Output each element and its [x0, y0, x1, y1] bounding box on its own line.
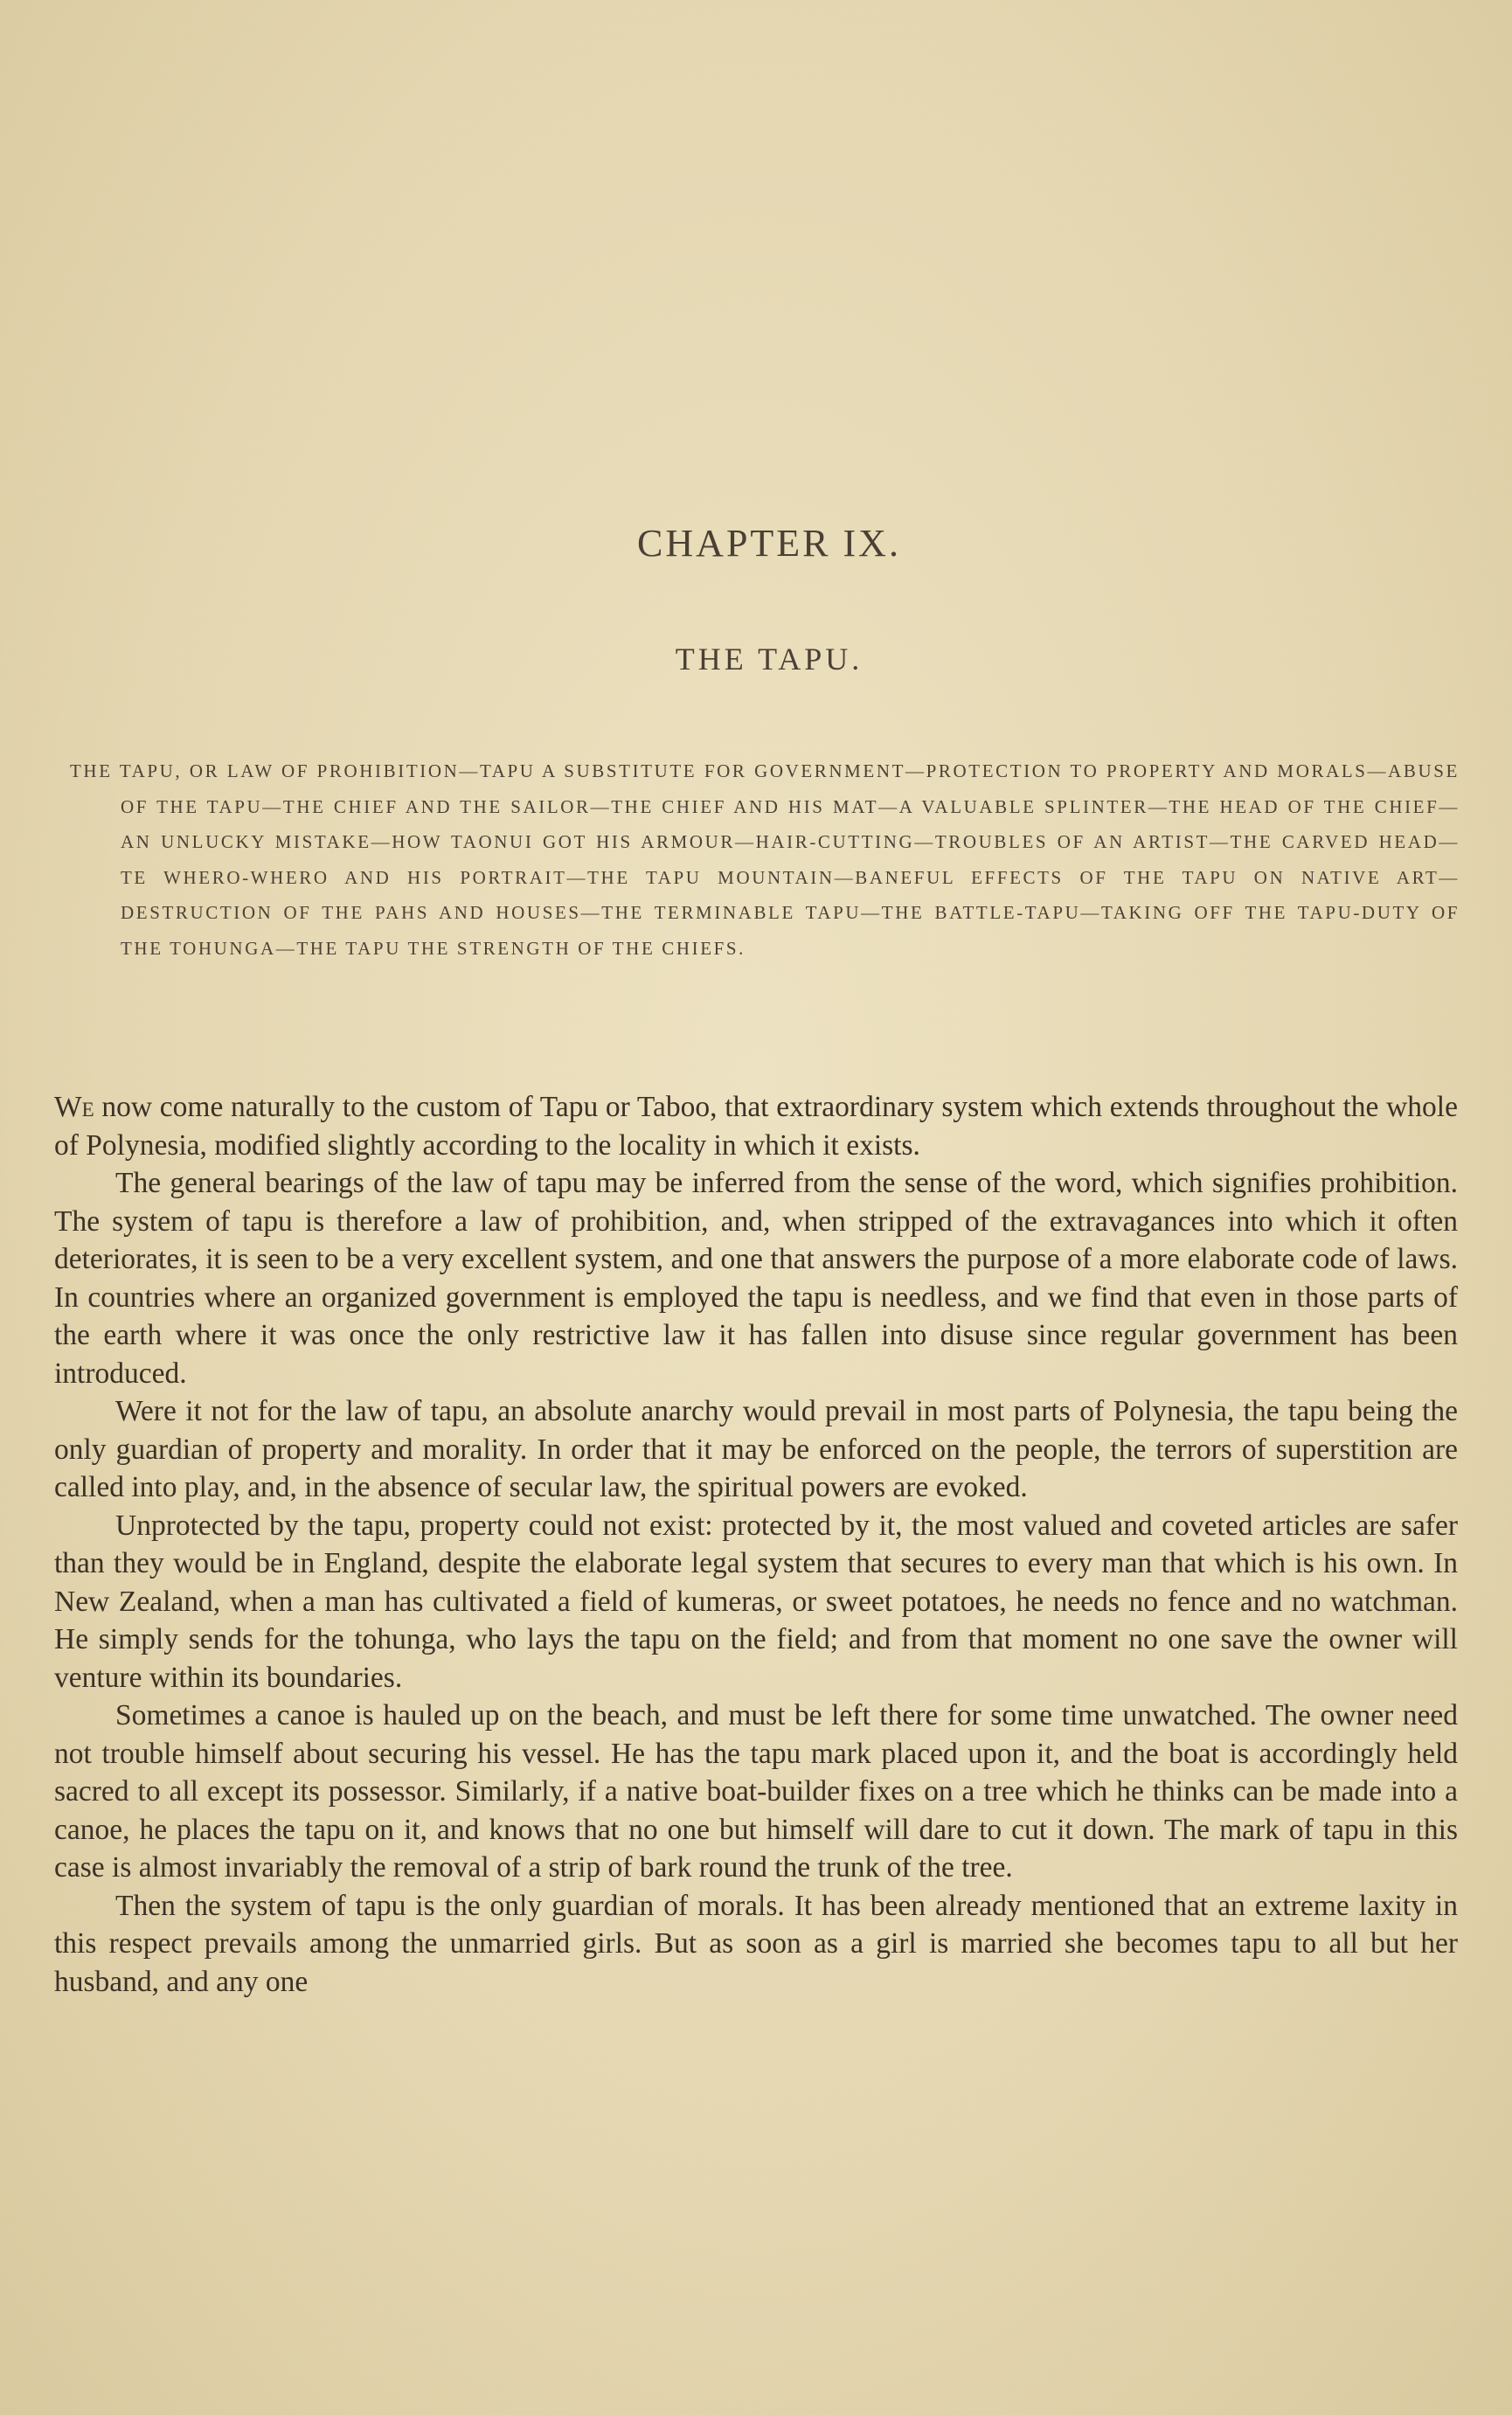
chapter-synopsis: [70, 753, 1460, 966]
paragraph-6: Then the system of tapu is the only guardian of morals. It has been already mentioned that an extreme laxity in this respect prevails among the unmarried girls. But as soon as a girl is married she becomes tapu to all but her husband, and any one: [54, 1889, 1458, 1998]
paragraph-5: Sometimes a canoe is hauled up on the beach, and must be left there for some time unwatched. The owner need not trouble himself about securing his vessel. He has the tapu mark placed upon it, and the boat is accordingly held sacred to all except its possessor. Similarly, if a native boat-builder fixes on a tree which he thinks can be made into a canoe, he places the tapu on it, and knows that no one but himself will dare to cut it down. The mark of tapu in this case is almost invariably the removal of a strip of bark round the trunk of the tree.: [54, 1699, 1458, 1884]
paragraph-1-text: now come naturally to the custom of Tapu or Taboo, that extraordinary system which extends throughout the whole of Polynesia, modified slightly according to the locality in which it exists.: [54, 1091, 1458, 1162]
synopsis-text: THE TAPU, OR LAW OF PROHIBITION—TAPU A SUBSTITUTE FOR GOVERNMENT—PROTECTION TO PROPERTY AND MORALS—ABUSE OF THE TAPU—THE CHIEF AND THE SAILOR—THE CHIEF AND HIS MAT—A VALUABLE SPLINTER—THE HEAD OF THE CHIEF—AN UNLUCKY MISTAKE—HOW TAONUI GOT HIS ARMOUR—HAIR-CUTTING—TROUBLES OF AN ARTIST—THE CARVED HEAD—TE WHERO-WHERO AND HIS PORTRAIT—THE TAPU MOUNTAIN—BANEFUL EFFECTS OF THE TAPU ON NATIVE ART—DESTRUCTION OF THE PAHS AND HOUSES—THE TERMINABLE TAPU—THE BATTLE-TAPU—TAKING OFF THE TAPU-DUTY OF THE TOHUNGA—THE TAPU THE STRENGTH OF THE CHIEFS.: [70, 760, 1460, 959]
chapter-body: [54, 1088, 1458, 2001]
chapter-heading: CHAPTER IX.: [637, 522, 901, 565]
paragraph-3: Were it not for the law of tapu, an absolute anarchy would prevail in most parts of Polynesia, the tapu being the only guardian of property and morality. In order that it may be enforced on the people, the terrors of superstition are called into play, and, in the absence of secular law, the spiritual powers are evoked.: [54, 1395, 1458, 1503]
paragraph-2: The general bearings of the law of tapu may be inferred from the sense of the word, which signifies prohibition. The system of tapu is therefore a law of prohibition, and, when stripped of the extravagances into which it often deteriorates, it is seen to be a very excellent system, and one that answers the purpose of a more elaborate code of laws. In countries where an organized government is employed the tapu is needless, and we find that even in those parts of the earth where it was once the only restrictive law it has fallen into disuse since regular government has been introduced.: [54, 1167, 1458, 1390]
paragraph-1-opening-word: We: [54, 1091, 94, 1123]
paragraph-4: Unprotected by the tapu, property could not exist: protected by it, the most valued and coveted articles are safer than they would be in England, despite the elaborate legal system that secures to every man that which is his own. In New Zealand, when a man has cultivated a field of kumeras, or sweet potatoes, he needs no fence and no watchman. He simply sends for the tohunga, who lays the tapu on the field; and from that moment no one save the owner will venture within its boundaries.: [54, 1509, 1458, 1694]
paragraph-1: [54, 1088, 1458, 1164]
chapter-title: THE TAPU.: [675, 642, 864, 677]
